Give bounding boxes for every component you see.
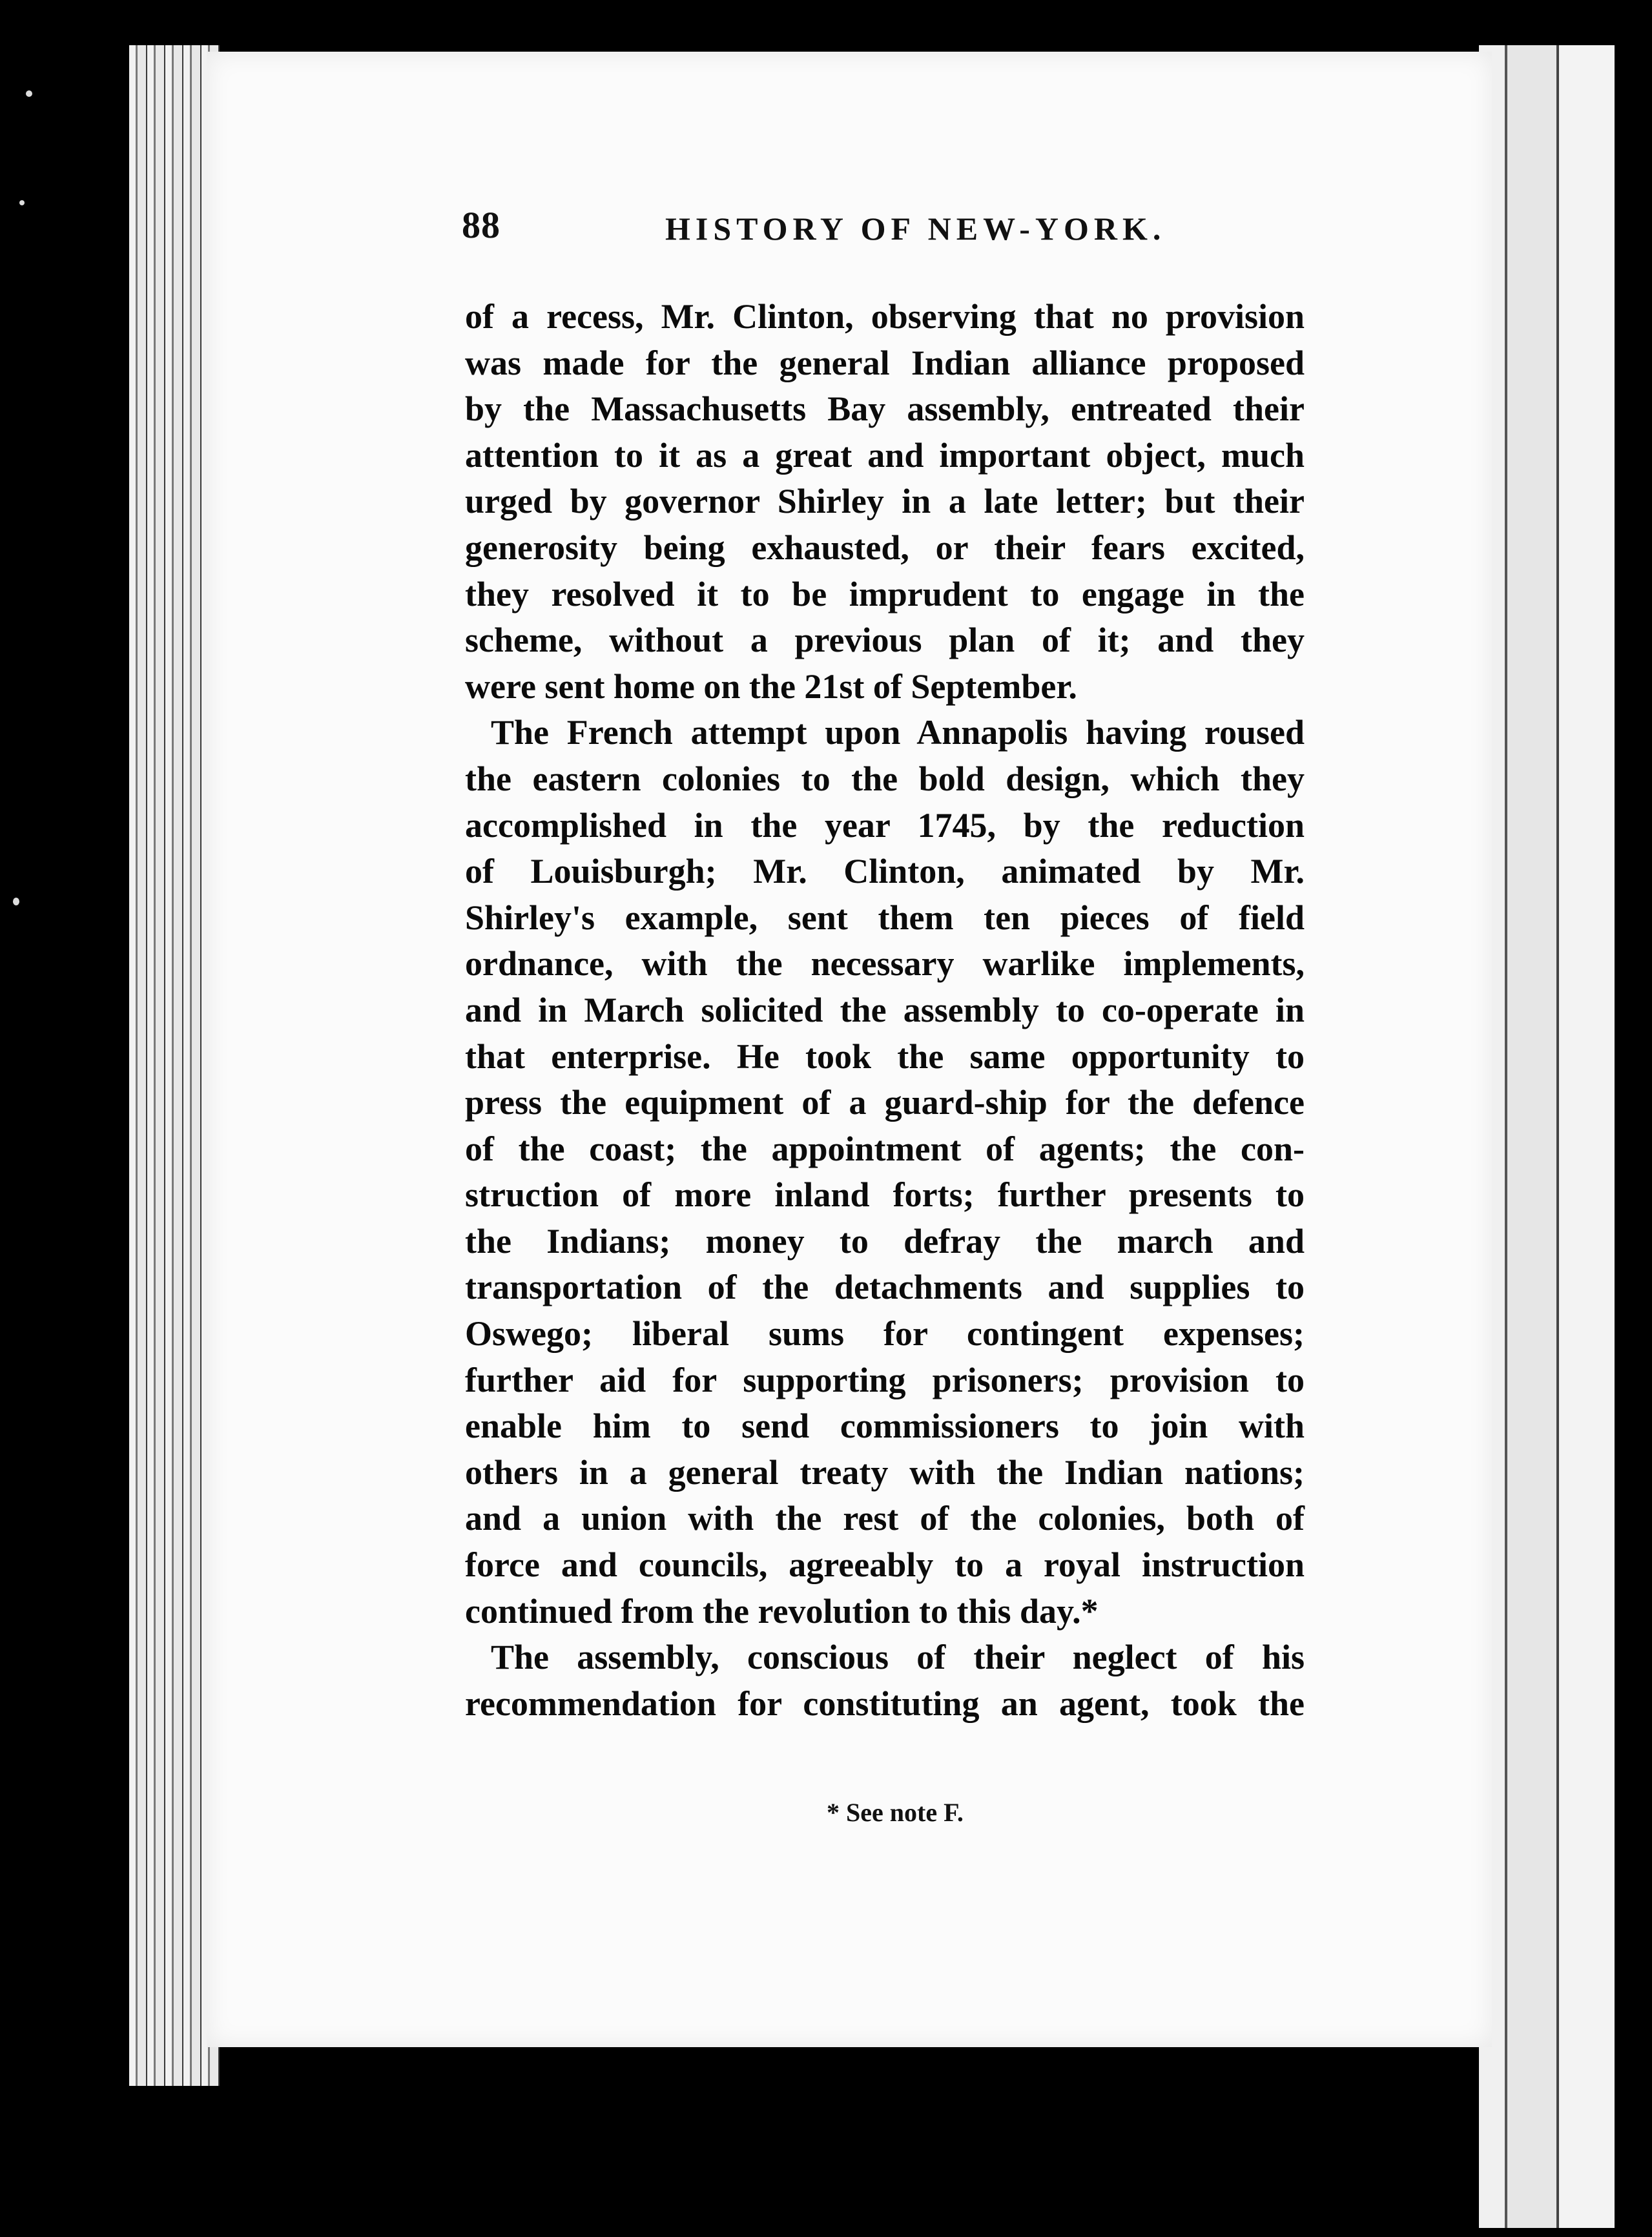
body-text	[465, 294, 1305, 1727]
text-line: continued from the revolution to this day.*	[465, 1591, 1099, 1631]
text-line: Shirley's example, sent them ten pieces of field	[465, 898, 1305, 937]
text-line: generosity being exhausted, or their fears excited,	[465, 528, 1305, 567]
text-line: were sent home on the 21st of September.	[465, 666, 1077, 706]
text-line: transportation of the detachments and supplies to	[465, 1268, 1305, 1307]
text-line: that enterprise. He took the same opportunity to	[465, 1036, 1305, 1076]
text-line: of a recess, Mr. Clinton, observing that no provision	[465, 297, 1305, 336]
page-header	[462, 203, 1321, 255]
text-line: struction of more inland forts; further presents to	[465, 1175, 1305, 1215]
footnote: * See note F.	[827, 1798, 964, 1827]
scan-speck	[26, 90, 32, 97]
text-line: recommendation for constituting an agent, took the	[465, 1684, 1305, 1723]
text-line: enable him to send commissioners to join with	[465, 1407, 1305, 1446]
running-head: HISTORY OF NEW-YORK.	[665, 211, 1166, 247]
paragraph-start-line: The French attempt upon Annapolis having roused	[491, 713, 1305, 752]
text-line: the Indians; money to defray the march and	[465, 1221, 1305, 1261]
text-line: urged by governor Shirley in a late letter; but their	[465, 482, 1305, 521]
scan-speck	[19, 200, 25, 205]
text-line: press the equipment of a guard-ship for the defence	[465, 1083, 1305, 1122]
scan-speck	[13, 898, 19, 905]
text-line: ordnance, with the necessary warlike implements,	[465, 944, 1305, 984]
text-line: attention to it as a great and important object, much	[465, 435, 1305, 475]
text-line: and in March solicited the assembly to co-operate in	[465, 990, 1305, 1029]
text-line: others in a general treaty with the Indian nations;	[465, 1452, 1305, 1492]
text-line: the eastern colonies to the bold design, which they	[465, 759, 1305, 798]
paragraph-start-line: The assembly, conscious of their neglect of his	[491, 1638, 1305, 1677]
right-page-edge	[1479, 45, 1615, 2228]
text-line: of the coast; the appointment of agents; the con-	[465, 1129, 1305, 1168]
text-line: force and councils, agreeably to a royal instruction	[465, 1545, 1305, 1585]
text-line: scheme, without a previous plan of it; and they	[465, 621, 1305, 660]
text-line: was made for the general Indian alliance proposed	[465, 343, 1305, 382]
text-line: further aid for supporting prisoners; provision to	[465, 1360, 1305, 1399]
text-line: of Louisburgh; Mr. Clinton, animated by Mr.	[465, 852, 1305, 891]
text-line: and a union with the rest of the colonies, both of	[465, 1499, 1305, 1538]
text-line: by the Massachusetts Bay assembly, entreated their	[465, 389, 1305, 429]
text-line: Oswego; liberal sums for contingent expenses;	[465, 1314, 1305, 1354]
page-number: 88	[462, 204, 501, 246]
text-line: accomplished in the year 1745, by the reduction	[465, 805, 1305, 845]
left-page-edges	[129, 45, 220, 2086]
text-line: they resolved it to be imprudent to engage in the	[465, 574, 1305, 613]
